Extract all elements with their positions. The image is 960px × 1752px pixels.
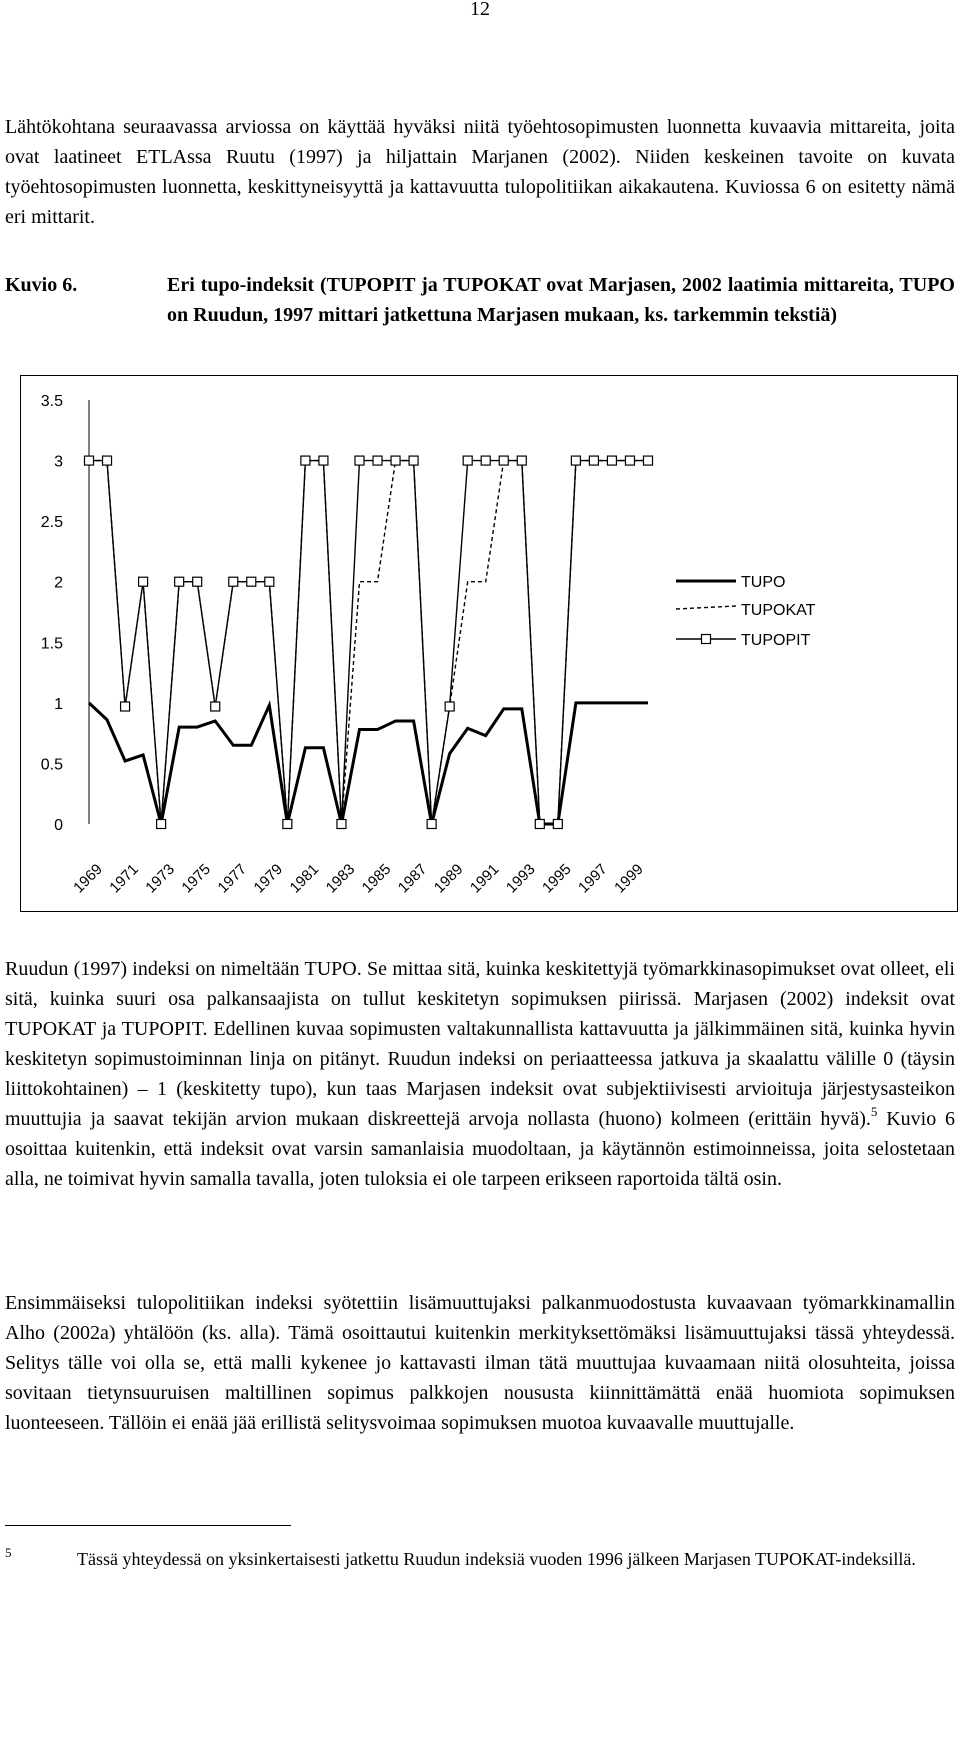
x-tick-label: 1971 bbox=[106, 860, 142, 897]
data-point-tupopit bbox=[247, 577, 256, 586]
data-point-tupopit bbox=[175, 577, 184, 586]
data-point-tupopit bbox=[265, 577, 274, 586]
data-point-tupopit bbox=[553, 820, 562, 829]
series-line-tupo bbox=[89, 703, 648, 824]
series-line-tupopit bbox=[89, 461, 648, 824]
legend-marker-tupopit bbox=[702, 635, 711, 644]
footnote bbox=[5, 1545, 955, 1573]
data-point-tupopit bbox=[103, 456, 112, 465]
x-tick-label: 1973 bbox=[142, 860, 178, 897]
footnote-divider bbox=[5, 1525, 291, 1526]
body-paragraph-1-continuation: Kuvio 6 osoittaa kuitenkin, että indeksit ovat varsin samanlaisia muodoltaan, ja käytännön estimoinneissa, joita selostetaan alla, ne toimivat hyvin samalla tavalla, joten tuloksia ei ole tarpeen erikseen raportoida tältä osin. bbox=[5, 1108, 955, 1190]
data-point-tupopit bbox=[571, 456, 580, 465]
page-number: 12 bbox=[470, 0, 490, 20]
x-tick-label: 1985 bbox=[358, 860, 395, 897]
footnote-reference[interactable]: 5 bbox=[870, 1104, 878, 1119]
x-tick-label: 1983 bbox=[322, 860, 359, 897]
series-line-tupokat bbox=[89, 461, 648, 824]
data-point-tupopit bbox=[644, 456, 653, 465]
x-tick-label: 1999 bbox=[611, 860, 647, 897]
footnote-text: Tässä yhteydessä on yksinkertaisesti jatkettu Ruudun indeksiä vuoden 1996 jälkeen Marjasen TUPOKAT-indeksillä. bbox=[77, 1549, 916, 1569]
data-point-tupopit bbox=[139, 577, 148, 586]
data-point-tupopit bbox=[283, 820, 292, 829]
footnote-mark: 5 bbox=[5, 1545, 12, 1560]
data-point-tupopit bbox=[121, 702, 130, 711]
data-point-tupopit bbox=[481, 456, 490, 465]
y-tick-label: 0.5 bbox=[40, 756, 63, 774]
data-point-tupopit bbox=[625, 456, 634, 465]
x-tick-label: 1969 bbox=[70, 860, 106, 897]
y-tick-label: 3.5 bbox=[40, 393, 63, 410]
data-point-tupopit bbox=[517, 456, 526, 465]
data-point-tupopit bbox=[211, 702, 220, 711]
data-point-tupopit bbox=[373, 456, 382, 465]
x-tick-label: 1991 bbox=[466, 860, 503, 897]
body-paragraph-2: Ensimmäiseksi tulopolitiikan indeksi syötettiin lisämuuttujaksi palkanmuodostusta kuvaavaan työmarkkinamallin Alho (2002a) yhtälöön (ks. alla). Tämä osoittautui kuitenkin merkityksettömäksi lisämuuttujaksi tässä yhteydessä. Selitys tälle voi olla se, että malli kykenee jo kattavasti ilman tätä muuttujaa kuvaamaan niitä olosuhteita, joissa sovitaan tietynsuuruisen maltillinen sopimus palkkojen noususta kiinnittämättä enää huomiota sopimuksen luonteeseen. Tällöin ei enää jää erillistä selitysvoimaa sopimuksen muotoa kuvaavalle muuttujalle. bbox=[5, 1292, 955, 1434]
y-tick-label: 2 bbox=[54, 574, 63, 592]
y-tick-label: 2.5 bbox=[40, 514, 63, 532]
legend-swatch-tupokat bbox=[676, 606, 736, 609]
legend-label-tupopit: TUPOPIT bbox=[741, 632, 811, 649]
legend-label-tupo: TUPO bbox=[741, 574, 786, 591]
figure-caption-text: Eri tupo-indeksit (TUPOPIT ja TUPOKAT ovat Marjasen, 2002 laatimia mittareita, TUPO on Ruudun, 1997 mittari jatkettuna Marjasen mukaan, ks. tarkemmin tekstiä) bbox=[167, 274, 955, 326]
data-point-tupopit bbox=[427, 820, 436, 829]
figure-label: Kuvio 6. bbox=[5, 274, 78, 296]
data-point-tupopit bbox=[445, 702, 454, 711]
legend-label-tupokat: TUPOKAT bbox=[741, 602, 816, 619]
y-tick-label: 1.5 bbox=[40, 635, 63, 653]
x-tick-label: 1993 bbox=[502, 860, 539, 897]
data-point-tupopit bbox=[391, 456, 400, 465]
x-tick-label: 1975 bbox=[178, 860, 215, 897]
data-point-tupopit bbox=[337, 820, 346, 829]
data-point-tupopit bbox=[535, 820, 544, 829]
x-tick-label: 1987 bbox=[394, 860, 431, 897]
x-tick-label: 1995 bbox=[539, 860, 575, 897]
chart-frame bbox=[20, 375, 958, 912]
data-point-tupopit bbox=[301, 456, 310, 465]
line-chart bbox=[21, 376, 957, 911]
data-point-tupopit bbox=[607, 456, 616, 465]
data-point-tupopit bbox=[589, 456, 598, 465]
data-point-tupopit bbox=[229, 577, 238, 586]
data-point-tupopit bbox=[85, 456, 94, 465]
x-tick-label: 1981 bbox=[286, 860, 323, 897]
x-tick-label: 1979 bbox=[250, 860, 287, 897]
body-paragraph-1 bbox=[5, 954, 955, 1194]
data-point-tupopit bbox=[319, 456, 328, 465]
data-point-tupopit bbox=[157, 820, 166, 829]
x-tick-label: 1977 bbox=[214, 860, 251, 897]
intro-paragraph: Lähtökohtana seuraavassa arviossa on käyttää hyväksi niitä työehtosopimusten luonnetta kuvaavia mittareita, joita ovat laatineet ETLAssa Ruutu (1997) ja hiljattain Marjanen (2002). Niiden keskeinen tavoite on kuvata työehtosopimusten luonnetta, keskittyneisyyttä ja kattavuutta tulopolitiikan aikakautena. Kuviossa 6 on esitetty nämä eri mittarit. bbox=[5, 116, 955, 228]
data-point-tupopit bbox=[499, 456, 508, 465]
x-tick-label: 1989 bbox=[430, 860, 467, 897]
x-tick-label: 1997 bbox=[575, 860, 611, 897]
y-tick-label: 3 bbox=[54, 453, 63, 471]
data-point-tupopit bbox=[193, 577, 202, 586]
body-paragraph-1-text: Ruudun (1997) indeksi on nimeltään TUPO. Se mittaa sitä, kuinka keskitettyjä työmarkkinasopimukset ovat olleet, eli sitä, kuinka suuri osa palkansaajista on tullut keskitetyn sopimuksen piirissä. Marjasen (2002) indeksit ovat TUPOKAT ja TUPOPIT. Edellinen kuvaa sopimusten valtakunnallista kattavuutta ja jälkimmäinen sitä, kuinka hyvin keskitetyn sopimustoiminnan linja on pitänyt. Ruudun indeksi on periaatteessa jatkuva ja skaalattu välille 0 (täysin liittokohtainen) – 1 (keskitetty tupo), kun taas Marjasen indeksit ovat subjektiivisesti arvioituja järjestysasteikon muuttujia ja saavat tekijän arvion mukaan diskreettejä arvoja nollasta (huono) kolmeen (erittäin hyvä). bbox=[5, 958, 955, 1130]
y-tick-label: 0 bbox=[54, 817, 63, 834]
data-point-tupopit bbox=[355, 456, 364, 465]
data-point-tupopit bbox=[463, 456, 472, 465]
y-tick-label: 1 bbox=[54, 695, 63, 713]
data-point-tupopit bbox=[409, 456, 418, 465]
